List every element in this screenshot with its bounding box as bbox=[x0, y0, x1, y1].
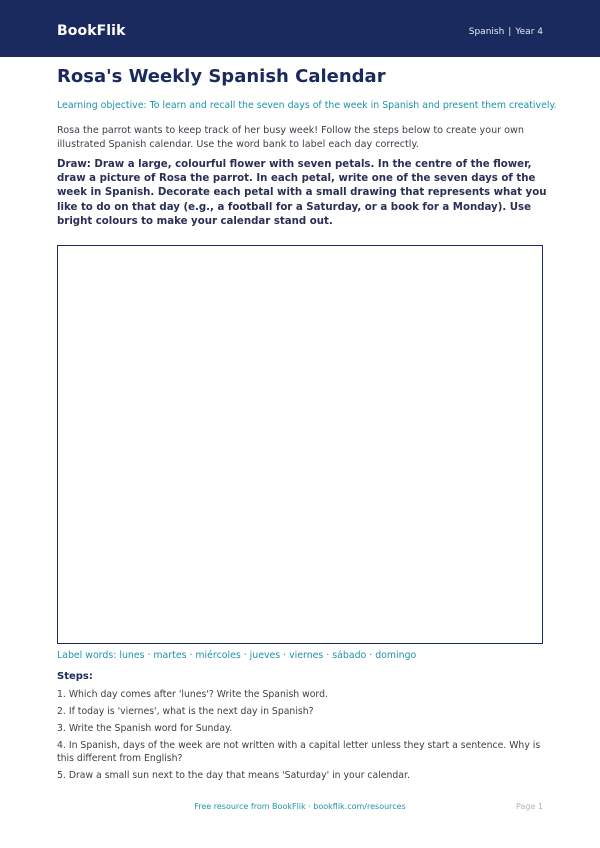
brand-logo[interactable]: BookFlik bbox=[57, 23, 126, 39]
steps-heading: Steps: bbox=[57, 671, 93, 682]
step-item: 3. Write the Spanish word for Sunday. bbox=[57, 723, 233, 734]
header-meta bbox=[469, 27, 543, 37]
learning-objective: Learning objective: To learn and recall the seven days of the week in Spanish and present them creatively. bbox=[57, 100, 557, 111]
steps-list bbox=[57, 688, 547, 786]
subject-label: Spanish bbox=[468, 27, 505, 37]
intro-text: Rosa the parrot wants to keep track of her busy week! Follow the steps below to create your own illustrated Spanish calendar. Use the word bank to label each day correctly. bbox=[57, 125, 524, 150]
page-title: Rosa's Weekly Spanish Calendar bbox=[57, 66, 386, 87]
word-bank: Label words: lunes · martes · miércoles · jueves · viernes · sábado · domingo bbox=[57, 650, 417, 661]
header-bar bbox=[0, 0, 600, 57]
page-number: Page 1 bbox=[516, 802, 543, 811]
footer-link[interactable]: Free resource from BookFlik · bookflik.com/resources bbox=[194, 802, 406, 811]
draw-instruction: Draw: Draw a large, colourful flower with seven petals. In the centre of the flower, draw a picture of Rosa the parrot. In each petal, write one of the seven days of the week in Spanish. Decorate each petal with a small drawing that represents what you like to do on that day (e.g., a football for a Saturday, or a book for a Monday). Use bright colours to make your calendar stand out. bbox=[57, 159, 547, 227]
meta-separator: | bbox=[508, 27, 512, 37]
step-item: 1. Which day comes after 'lunes'? Write the Spanish word. bbox=[57, 689, 328, 700]
step-item: 2. If today is 'viernes', what is the next day in Spanish? bbox=[57, 706, 314, 717]
drawing-area[interactable] bbox=[57, 245, 543, 644]
step-item: 4. In Spanish, days of the week are not written with a capital letter unless they start a sentence. Why is this different from English? bbox=[57, 740, 541, 764]
year-label: Year 4 bbox=[515, 27, 543, 37]
step-item: 5. Draw a small sun next to the day that means 'Saturday' in your calendar. bbox=[57, 770, 410, 781]
